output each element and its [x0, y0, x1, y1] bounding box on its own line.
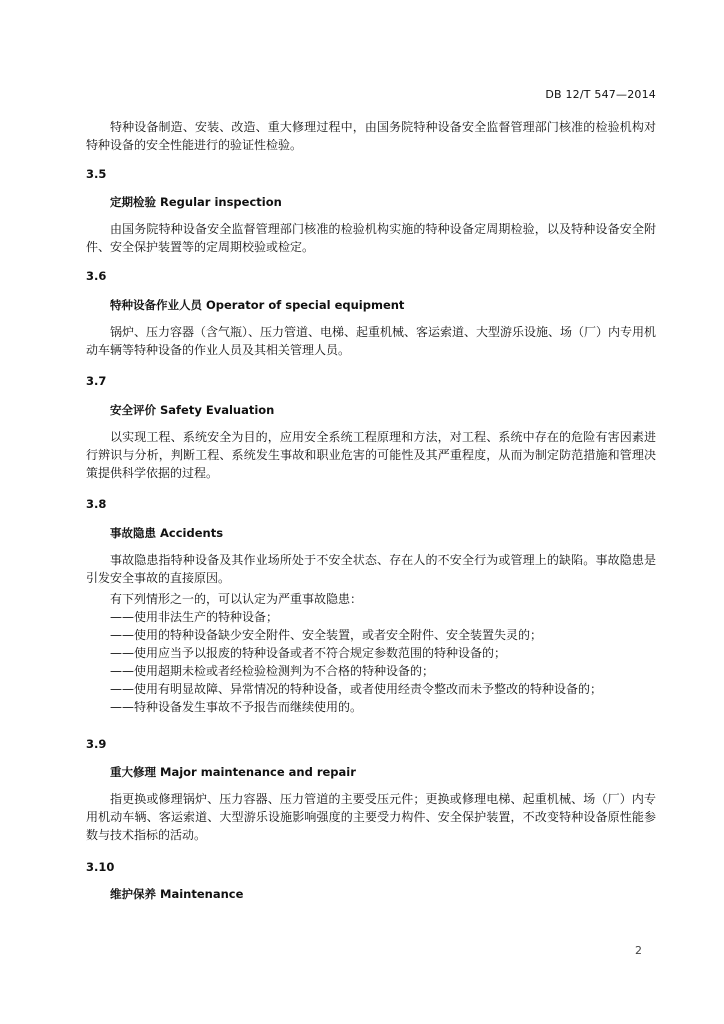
- list-item: ——使用非法生产的特种设备；: [110, 610, 279, 624]
- definition-regular-inspection: 由国务院特种设备安全监督管理部门核准的检验机构实施的特种设备定周期检验，以及特种设备安全附件、安全保护装置等的定周期校验或检定。: [86, 222, 656, 254]
- list-item: ——使用超期未检或者经检验检测判为不合格的特种设备的；: [110, 664, 435, 678]
- list-item: ——特种设备发生事故不予报告而继续使用的。: [110, 700, 363, 714]
- section-number-3-6: 3.6: [86, 269, 107, 283]
- term-operator: 特种设备作业人员 Operator of special equipment: [110, 298, 405, 312]
- list-item: ——使用的特种设备缺少安全附件、安全装置，或者安全附件、安全装置失灵的；: [110, 628, 543, 642]
- definition-safety-evaluation: 以实现工程、系统安全为目的，应用安全系统工程原理和方法，对工程、系统中存在的危险有害因素进行辨识与分析，判断工程、系统发生事故和职业危害的可能性及其严重程度，从而为制定防范措施和管理决策提供科学依据的过程。: [86, 430, 656, 480]
- definition-accidents: 事故隐患指特种设备及其作业场所处于不安全状态、存在人的不安全行为或管理上的缺陷。事故隐患是引发安全事故的直接原因。: [86, 553, 656, 585]
- definition-major-maintenance: 指更换或修理锅炉、压力容器、压力管道的主要受压元件；更换或修理电梯、起重机械、场（厂）内专用机动车辆、客运索道、大型游乐设施影响强度的主要受力构件、安全保护装置，不改变特种设备原性能参数与技术指标的活动。: [86, 792, 656, 842]
- list-item: ——使用应当予以报废的特种设备或者不符合规定参数范围的特种设备的；: [110, 646, 507, 660]
- section-number-3-8: 3.8: [86, 497, 107, 511]
- definition-operator: 锅炉、压力容器（含气瓶）、压力管道、电梯、起重机械、客运索道、大型游乐设施、场（厂）内专用机动车辆等特种设备的作业人员及其相关管理人员。: [86, 325, 657, 357]
- list-intro: 有下列情形之一的，可以认定为严重事故隐患：: [110, 592, 363, 606]
- term-maintenance: 维护保养 Maintenance: [110, 887, 244, 901]
- document-code: DB 12/T 547—2014: [545, 88, 656, 101]
- term-accidents: 事故隐患 Accidents: [110, 526, 224, 540]
- term-safety-evaluation: 安全评价 Safety Evaluation: [110, 403, 275, 417]
- page-number: 2: [635, 944, 642, 957]
- section-number-3-5: 3.5: [86, 167, 107, 181]
- term-regular-inspection: 定期检验 Regular inspection: [110, 195, 282, 209]
- intro-paragraph: 特种设备制造、安装、改造、重大修理过程中，由国务院特种设备安全监督管理部门核准的检验机构对特种设备的安全性能进行的验证性检验。: [86, 120, 656, 152]
- section-number-3-9: 3.9: [86, 737, 107, 751]
- section-number-3-10: 3.10: [86, 860, 115, 874]
- term-major-maintenance: 重大修理 Major maintenance and repair: [110, 765, 356, 779]
- list-item: ——使用有明显故障、异常情况的特种设备，或者使用经责令整改而未予整改的特种设备的；: [110, 682, 603, 696]
- section-number-3-7: 3.7: [86, 374, 107, 388]
